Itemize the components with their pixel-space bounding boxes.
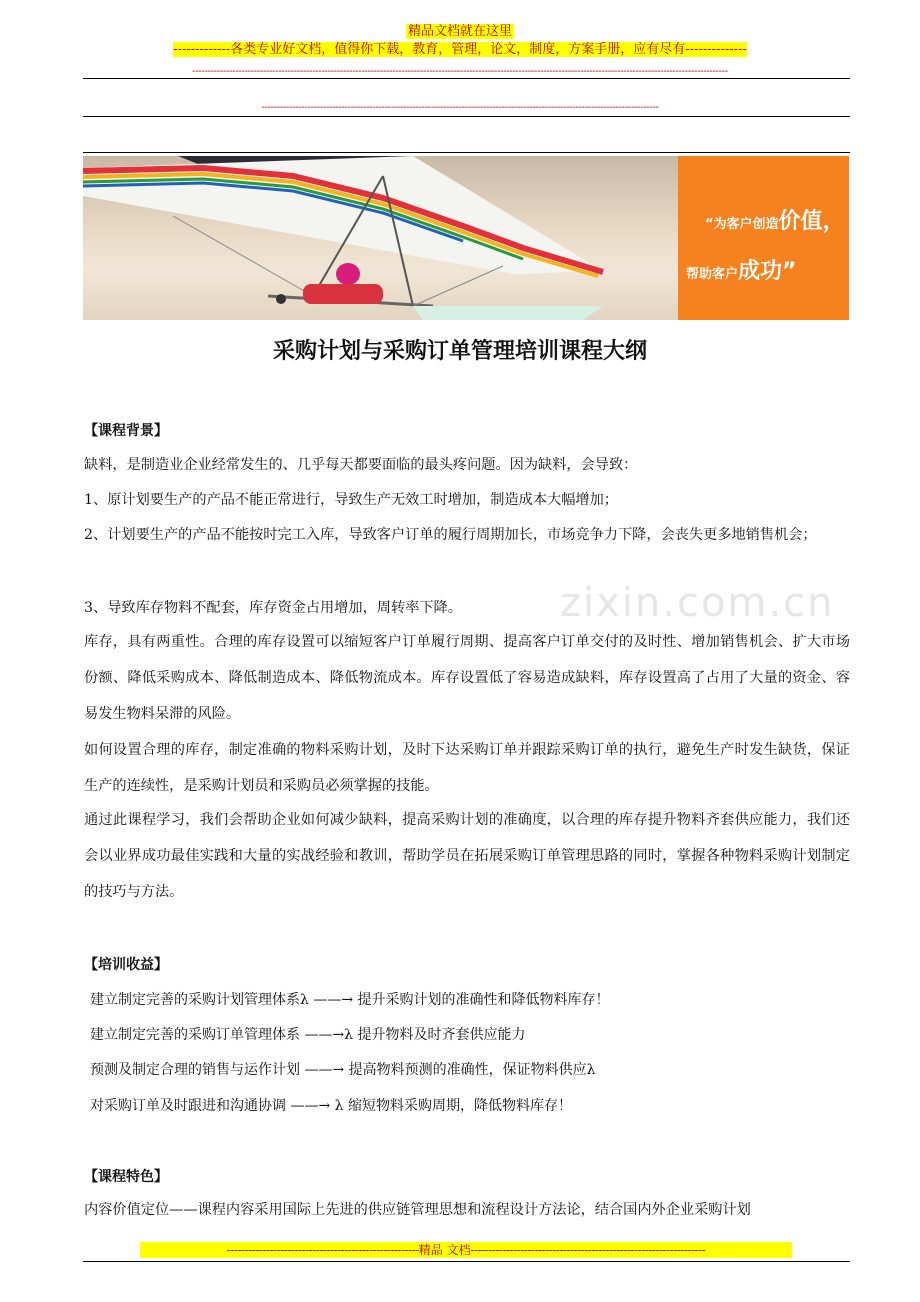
- hero-banner: [83, 156, 849, 320]
- header-title: 精品文档就在这里: [407, 24, 512, 39]
- benefit-item-2: 建立制定完善的采购订单管理体系 ——→λ 提升物料及时齐套供应能力: [90, 1027, 526, 1043]
- background-para-4: 3、导致库存物料不配套，库存资金占用增加，周转率下降。: [84, 600, 462, 616]
- footer-center-text: 精品 文档: [418, 1243, 471, 1257]
- section-heading-background: 【课程背景】: [84, 423, 168, 439]
- slogan-panel: [678, 156, 849, 320]
- footer-left-dashes: ------------------------------------------------------: [226, 1243, 419, 1257]
- features-paragraph: 内容价值定位——课程内容采用国际上先进的供应链管理思想和流程设计方法论，结合国内外企业采购计划: [84, 1202, 751, 1218]
- background-para-6: 如何设置合理的库存，制定准确的物料采购计划，及时下达采购订单并跟踪采购订单的执行，避免生产时发生缺货，保证生产的连续性，是采购计划员和采购员必须掌握的技能。: [84, 742, 850, 794]
- background-para-2: 1、原计划要生产的产品不能正常进行，导致生产无效工时增加，制造成本大幅增加；: [84, 492, 618, 508]
- benefit-item-3: 预测及制定合理的销售与运作计划 ——→ 提高物料预测的准确性，保证物料供应λ: [90, 1062, 596, 1078]
- header-rule-2: [83, 116, 850, 117]
- footer-rule: [83, 1261, 850, 1262]
- section-heading-features: 【课程特色】: [84, 1169, 168, 1185]
- header-dash-line-1: ------------------------------------------------------------------------------------------------------------------------------------------------------------------------------: [192, 66, 728, 77]
- section-heading-benefits: 【培训收益】: [84, 957, 168, 973]
- background-para-3: 2、计划要生产的产品不能按时完工入库，导致客户订单的履行周期加长，市场竞争力下降，会丧失更多地销售机会；: [84, 527, 817, 543]
- background-para-5: 库存，具有两重性。合理的库存设置可以缩短客户订单履行周期、提高客户订单交付的及时性、增加销售机会、扩大市场份额、降低采购成本、降低制造成本、降低物流成本。库存设置低了容易造成缺料，库存设置高了占用了大量的资金、容易发生物料呆滞的风险。: [84, 634, 850, 722]
- slogan-line-2: 帮助客户成功”: [686, 259, 797, 284]
- benefit-item-1: 建立制定完善的采购计划管理体系λ ——→ 提升采购计划的准确性和降低物料库存！: [90, 992, 610, 1008]
- background-para-1: 缺料，是制造业企业经常发生的、几乎每天都要面临的最头疼问题。因为缺料，会导致：: [84, 457, 638, 473]
- slogan-line-1: “为客户创造价值，: [705, 209, 845, 234]
- header-dash-line-2: ---------------------------------------------------------------------------------------------------------------------------------: [261, 102, 659, 113]
- hang-glider-photo: [83, 156, 678, 320]
- document-title: 采购计划与采购订单管理培训课程大纲: [272, 339, 647, 364]
- hang-glider-illustration: [83, 156, 678, 320]
- header-rule-3: [83, 152, 850, 153]
- background-para-7: 通过此课程学习，我们会帮助企业如何减少缺料，提高采购计划的准确度，以合理的库存提升物料齐套供应能力，我们还会以业界成功最佳实践和大量的实战经验和教训，帮助学员在拓展采购订单管理思路的同时，掌握各种物料采购计划制定的技巧与方法。: [84, 812, 850, 900]
- header-subtitle: -------------各类专业好文档，值得你下载，教育，管理，论文，制度，方案手册，应有尽有--------------: [173, 42, 747, 57]
- footer-right-dashes: ------------------------------------------------------------------: [470, 1243, 706, 1257]
- header-rule-1: [83, 78, 850, 79]
- benefit-item-4: 对采购订单及时跟进和沟通协调 ——→ λ 缩短物料采购周期，降低物料库存！: [90, 1098, 572, 1114]
- footer-banner: [140, 1242, 792, 1258]
- watermark: zixin.com.cn: [560, 580, 835, 626]
